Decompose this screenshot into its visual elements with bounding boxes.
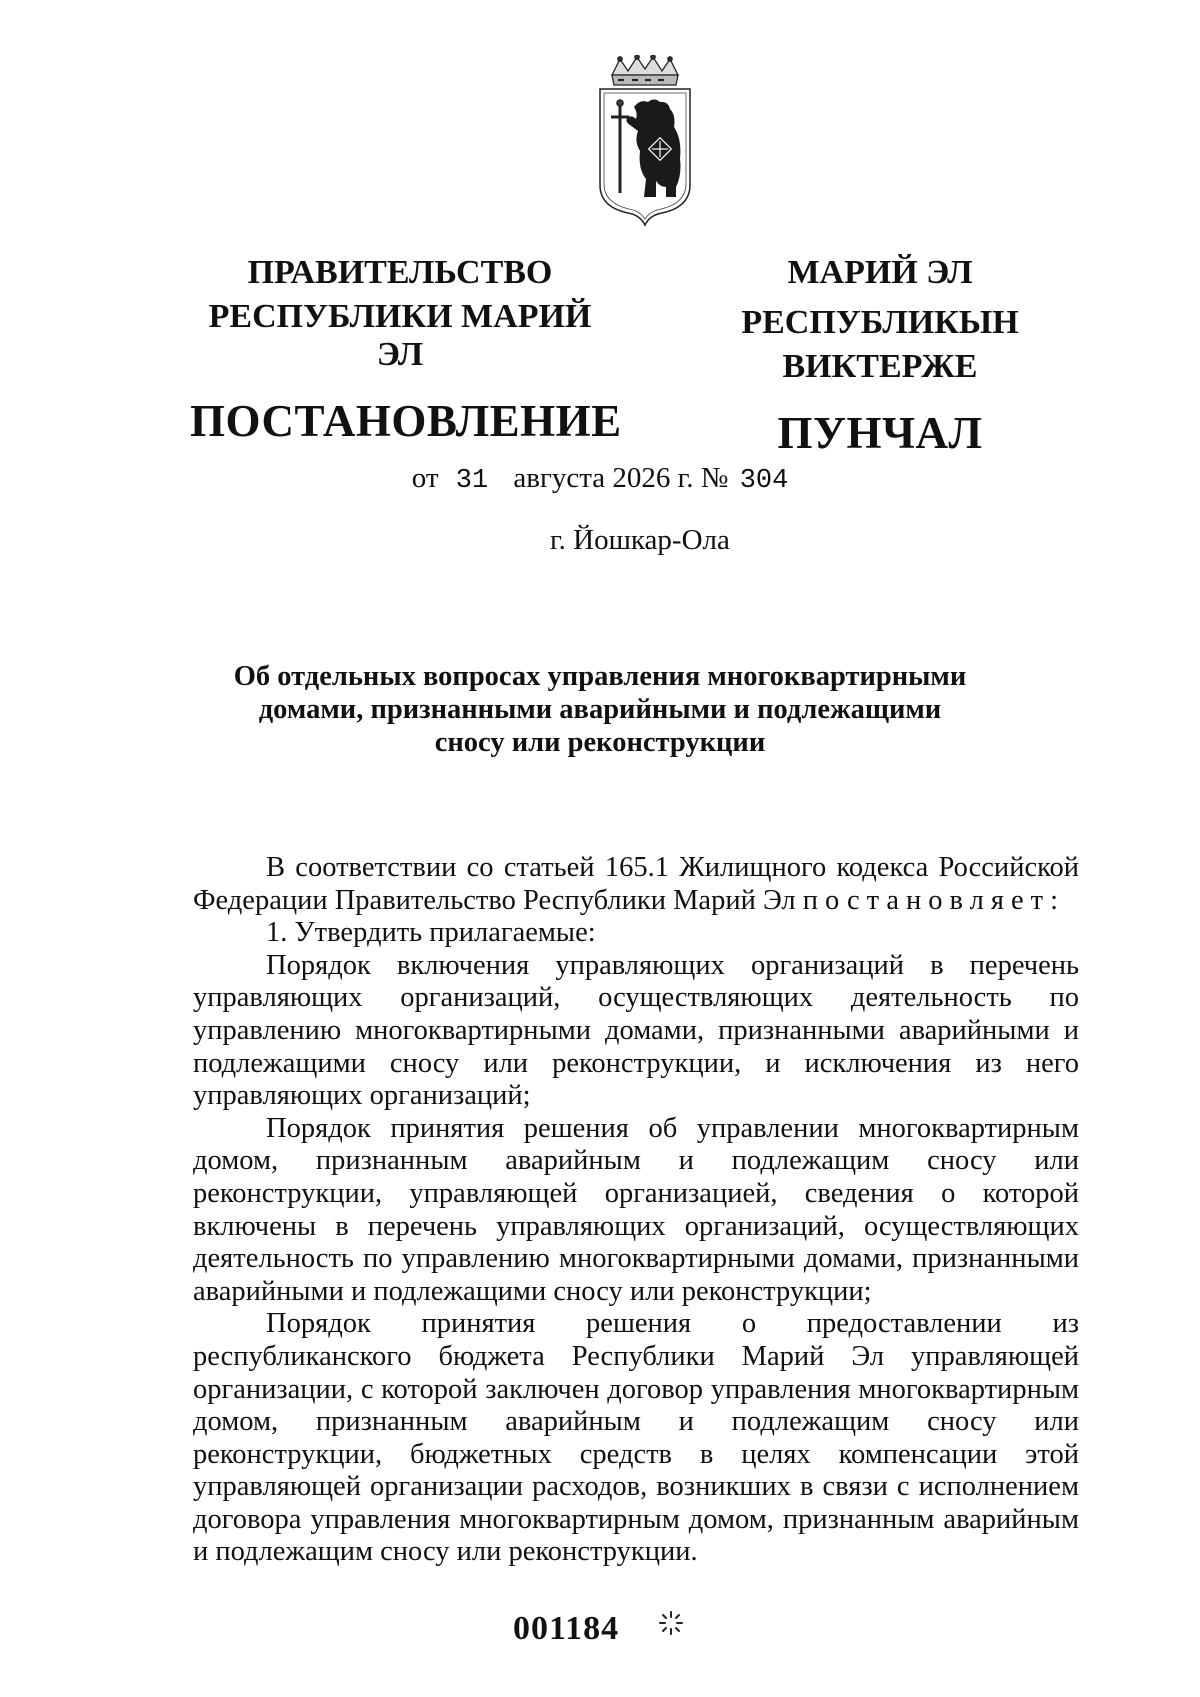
header-right-line1: МАРИЙ ЭЛ РЕСПУБЛИКЫН: [741, 254, 1019, 341]
serial-number: 001184: [513, 1610, 620, 1647]
city-name: г. Йошкар-Ола: [550, 524, 730, 556]
document-body: [193, 852, 1079, 1569]
document-number: 304: [739, 466, 789, 496]
header-left-line1: ПРАВИТЕЛЬСТВО: [247, 254, 553, 291]
body-paragraph-procedure-1: Порядок включения управляющих организаций в перечень управляющих организаций, осуществляющих деятельность по управлению многоквартирными домами, признанными аварийными и подлежащими сносу или реконструкции, и исключения из него управляющих организаций;: [193, 949, 1079, 1112]
date-day: 31: [455, 466, 489, 496]
body-paragraph-procedure-2: Порядок принятия решения об управлении многоквартирным домом, признанным аварийным и подлежащим сносу или реконструкции, управляющей организацией, сведения о которой включены в перечень управляющих организаций, осуществляющих деятельность по управлению многоквартирными домами, признанными аварийными и подлежащими сносу или реконструкции;: [193, 1112, 1079, 1307]
title-line3: сносу или реконструкции: [434, 727, 766, 758]
body-paragraph-intro: [193, 852, 1079, 917]
coat-of-arms-bear-icon: [590, 55, 700, 230]
asterisk-mark-icon: [658, 1610, 684, 1636]
body-item-1: 1. Утвердить прилагаемые:: [266, 917, 596, 949]
title-line2: домами, признанными аварийными и подлежащими: [258, 694, 942, 725]
date-prefix: от: [411, 462, 439, 494]
header-left-block: [190, 248, 622, 446]
intro-text: В соответствии со статьей 165.1 Жилищного кодекса Российской Федерации Правительство Республики Марий Эл: [193, 852, 1079, 916]
date-month-year: августа 2026 г. №: [513, 462, 729, 494]
title-line1: Об отдельных вопросах управления многоквартирными: [233, 661, 967, 692]
date-line: [0, 462, 1200, 496]
header-left-line2: РЕСПУБЛИКИ МАРИЙ ЭЛ: [208, 298, 592, 373]
body-paragraph-procedure-3: Порядок принятия решения о предоставлении из республиканского бюджета Республики Марий Эл управляющей организации, с которой заключен договор управления многоквартирным домом, признанным аварийным и подлежащим сносу или реконструкции, бюджетных средств в целях компенсации этой управляющей организации расходов, возникших в связи с исполнением договора управления многоквартирным домом, признанным аварийным и подлежащим сносу или реконструкции.: [193, 1308, 1079, 1568]
header-right-block: [660, 248, 1100, 458]
document-title: [230, 660, 970, 759]
header-right-doc-type: ПУНЧАЛ: [777, 408, 983, 458]
header-left-doc-type: ПОСТАНОВЛЕНИЕ: [190, 396, 622, 446]
header-right-line2: ВИКТЕРЖЕ: [782, 348, 978, 385]
intro-resolves-word: постановляет:: [802, 884, 1065, 916]
